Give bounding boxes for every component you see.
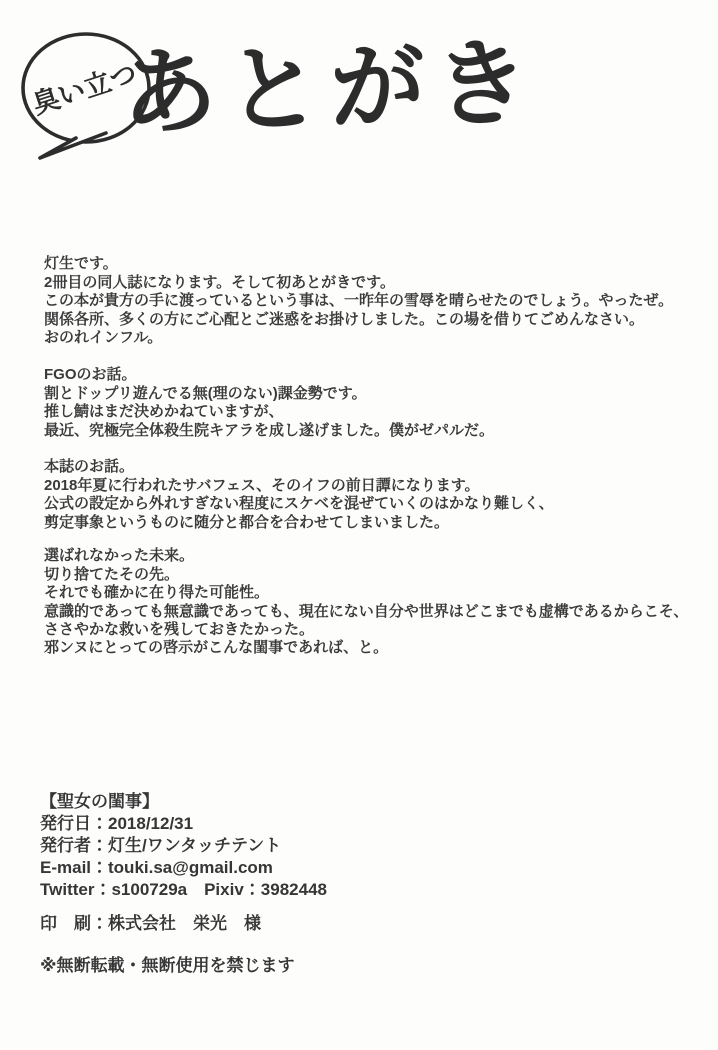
text-line: 2018年夏に行われたサバフェス、そのイフの前日譚になります。 bbox=[44, 476, 480, 494]
text-line: 灯生です。 bbox=[44, 255, 118, 272]
text-line: 本誌のお話。 bbox=[44, 458, 135, 475]
colophon bbox=[40, 791, 600, 977]
text-line: 切り捨てたその先。 bbox=[44, 565, 180, 583]
colophon-email: E-mail：touki.sa@gmail.com bbox=[40, 858, 273, 877]
text-line: 邪ンヌにとっての啓示がこんな閨事であれば、と。 bbox=[44, 639, 389, 656]
text-line: 2冊目の同人誌になります。そして初あとがきです。 bbox=[44, 273, 395, 291]
text-line: 割とドップリ遊んでる無(理のない)課金勢です。 bbox=[44, 384, 367, 402]
paragraph-theme bbox=[44, 547, 689, 640]
colophon-publish-date: 発行日：2018/12/31 bbox=[40, 814, 194, 833]
text-line: 意識的であっても無意識であっても、現在にない自分や世界はどこまでも虚構であるからこそ、 bbox=[44, 602, 689, 620]
colophon-notice: ※無断転載・無断使用を禁じます bbox=[40, 956, 295, 975]
text-line: 剪定事象というものに随分と都合を合わせてしまいました。 bbox=[44, 513, 450, 531]
colophon-book-title: 【聖女の閨事】 bbox=[40, 792, 159, 811]
paragraph-closing bbox=[44, 639, 684, 658]
text-line: 推し鯖はまだ決めかねていますが、 bbox=[44, 403, 284, 421]
text-line: おのれインフル。 bbox=[44, 329, 163, 347]
text-line: FGOのお話。 bbox=[44, 366, 137, 383]
text-line: ささやかな救いを残しておきたかった。 bbox=[44, 621, 315, 639]
text-line: この本が貴方の手に渡っているという事は、一昨年の雪辱を晴らせたのでしょう。やったぜ。 bbox=[44, 292, 674, 310]
speech-bubble-text: 臭い立つ bbox=[28, 58, 141, 121]
text-line: 関係各所、多くの方にご心配とご迷惑をお掛けしました。この場を借りてごめんなさい。 bbox=[44, 310, 645, 328]
paragraph-fgo bbox=[44, 366, 684, 440]
page-title: あとがき bbox=[120, 30, 540, 148]
paragraph-intro bbox=[44, 255, 684, 348]
colophon-sns: Twitter：s100729a Pixiv：3982448 bbox=[40, 880, 327, 899]
paragraph-book bbox=[44, 458, 684, 532]
text-line: それでも確かに在り得た可能性。 bbox=[44, 584, 270, 602]
text-line: 最近、究極完全体殺生院キアラを成し遂げました。僕がゼパルだ。 bbox=[44, 421, 495, 439]
colophon-printer: 印 刷：株式会社 栄光 様 bbox=[40, 914, 261, 933]
colophon-publisher: 発行者：灯生/ワンタッチテント bbox=[40, 836, 282, 855]
text-line: 選ばれなかった未来。 bbox=[44, 547, 195, 564]
text-line: 公式の設定から外れすぎない程度にスケベを混ぜていくのはかなり難しく、 bbox=[44, 495, 554, 513]
